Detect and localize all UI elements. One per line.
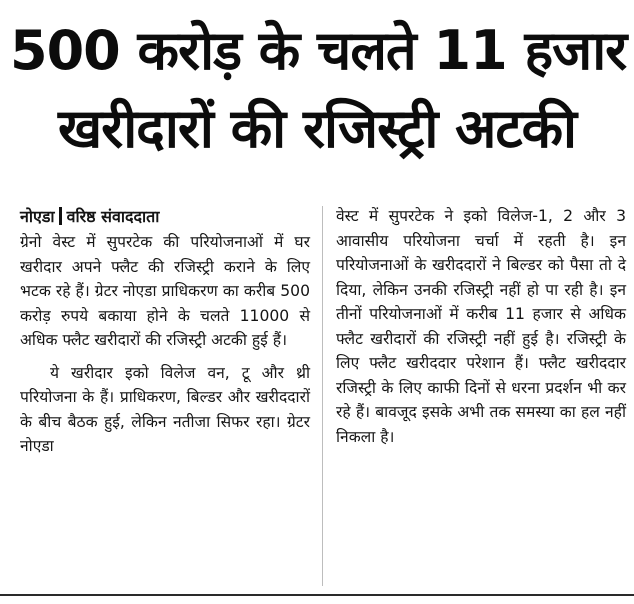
byline-location: नोएडा: [20, 207, 55, 226]
article-column-right: [336, 204, 626, 449]
headline-line-1: 500 करोड़ के चलते 11 हजार: [10, 19, 627, 82]
column-divider: [322, 206, 323, 586]
bottom-rule: [0, 594, 634, 596]
headline-line-2: खरीदारों की रजिस्ट्री अटकी: [57, 97, 577, 160]
byline-separator: [59, 207, 62, 225]
byline-author: वरिष्ठ संवाददाता: [66, 207, 160, 226]
article-paragraph: ग्रेनो वेस्ट में सुपरटेक की परियोजनाओं में घर खरीदार अपने फ्लैट की रजिस्ट्री कराने के लिए भटक रहे हैं। ग्रेटर नोएडा प्राधिकरण का करीब 500 करोड़ रुपये बकाया होने के चलते 11000 से अधिक फ्लैट खरीदारों की रजिस्ट्री अटकी हुई हैं।: [20, 233, 310, 349]
article-paragraph: ये खरीदार इको विलेज वन, टू और थ्री परियोजना के हैं। प्राधिकरण, बिल्डर और खरीददारों के बीच बैठक हुई, लेकिन नतीजा सिफर रहा। ग्रेटर नोएडा: [20, 363, 310, 455]
byline: [20, 204, 310, 230]
article-paragraph: वेस्ट में सुपरटेक ने इको विलेज-1, 2 और 3 आवासीय परियोजना चर्चा में रहती है। इन परियोजनाओं के खरीददारों ने बिल्डर को पैसा तो दे दिया, लेकिन उनकी रजिस्ट्री नहीं हो पा रही है। इन तीनों परियोजनाओं में करीब 11 हजार से अधिक फ्लैट खरीदारों की रजिस्ट्री नहीं हुई है। रजिस्ट्री के लिए फ्लैट खरीददार परेशान हैं। फ्लैट खरीददार रजिस्ट्री के लिए काफी दिनों से धरना प्रदर्शन भी कर रहे हैं। बावजूद इसके अभी तक समस्या का हल नहीं निकला है।: [336, 207, 626, 446]
article-column-left: [20, 204, 310, 459]
